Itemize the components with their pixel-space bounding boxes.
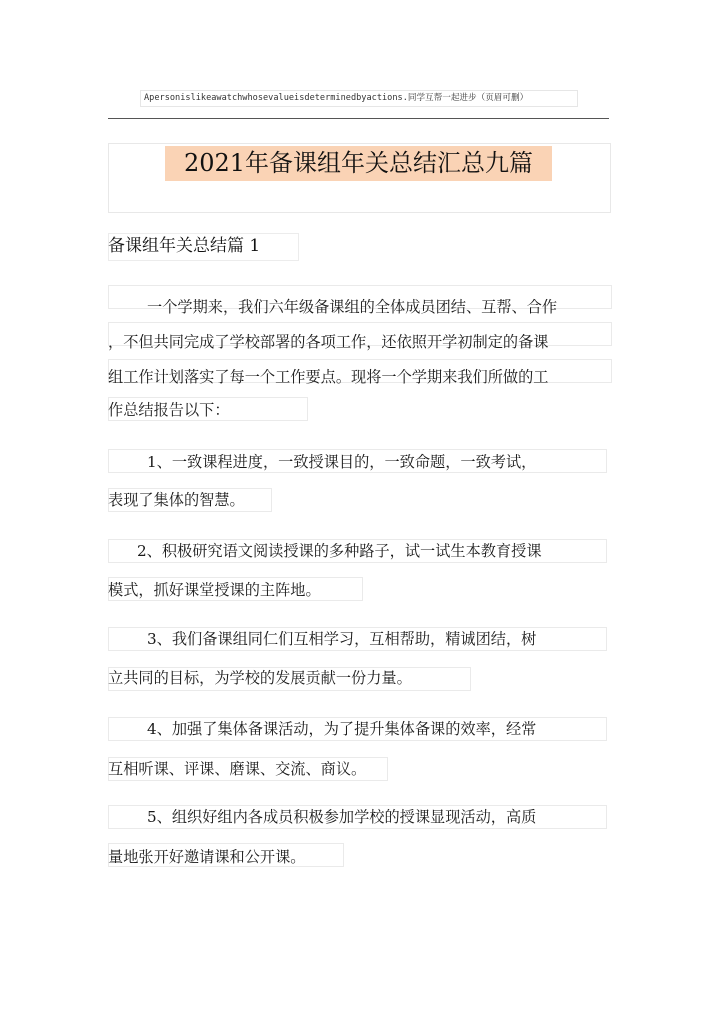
list-item-line: 立共同的目标，为学校的发展贡献一份力量。 (108, 669, 412, 687)
list-item-line: 2、积极研究语文阅读授课的多种路子，试一试生本教育授课 (137, 542, 542, 560)
header-divider (108, 118, 609, 119)
running-header (140, 90, 578, 107)
paragraph-line: 一个学期来，我们六年级备课组的全体成员团结、互帮、合作 (147, 298, 558, 316)
list-item-line: 表现了集体的智慧。 (108, 491, 245, 509)
list-item-line: 量地张开好邀请课和公开课。 (108, 848, 306, 866)
section-heading: 备课组年关总结篇 1 (108, 236, 261, 256)
list-item-line: 3、我们备课组同仁们互相学习，互相帮助，精诚团结，树 (147, 630, 537, 648)
paragraph-line: 组工作计划落实了每一个工作要点。现将一个学期来我们所做的工 (108, 368, 549, 386)
list-item-line: 5、组织好组内各成员积极参加学校的授课显现活动，高质 (147, 808, 537, 826)
list-item-line: 模式，抓好课堂授课的主阵地。 (108, 581, 321, 599)
list-item-line: 4、加强了集体备课活动，为了提升集体备课的效率，经常 (147, 720, 537, 738)
page-title: 2021年备课组年关总结汇总九篇 (183, 149, 534, 177)
list-item-line: 互相听课、评课、磨课、交流、商议。 (108, 760, 367, 778)
running-header-text: Apersonislikeawatchwhosevalueisdeterminedbyactions.同学互帮一起进步（页眉可删） (144, 93, 529, 103)
paragraph-line: 作总结报告以下： (108, 401, 230, 419)
paragraph-line: ，不但共同完成了学校部署的各项工作，还依照开学初制定的备课 (108, 333, 549, 351)
list-item-line: 1、一致课程进度，一致授课目的，一致命题，一致考试， (147, 453, 537, 471)
